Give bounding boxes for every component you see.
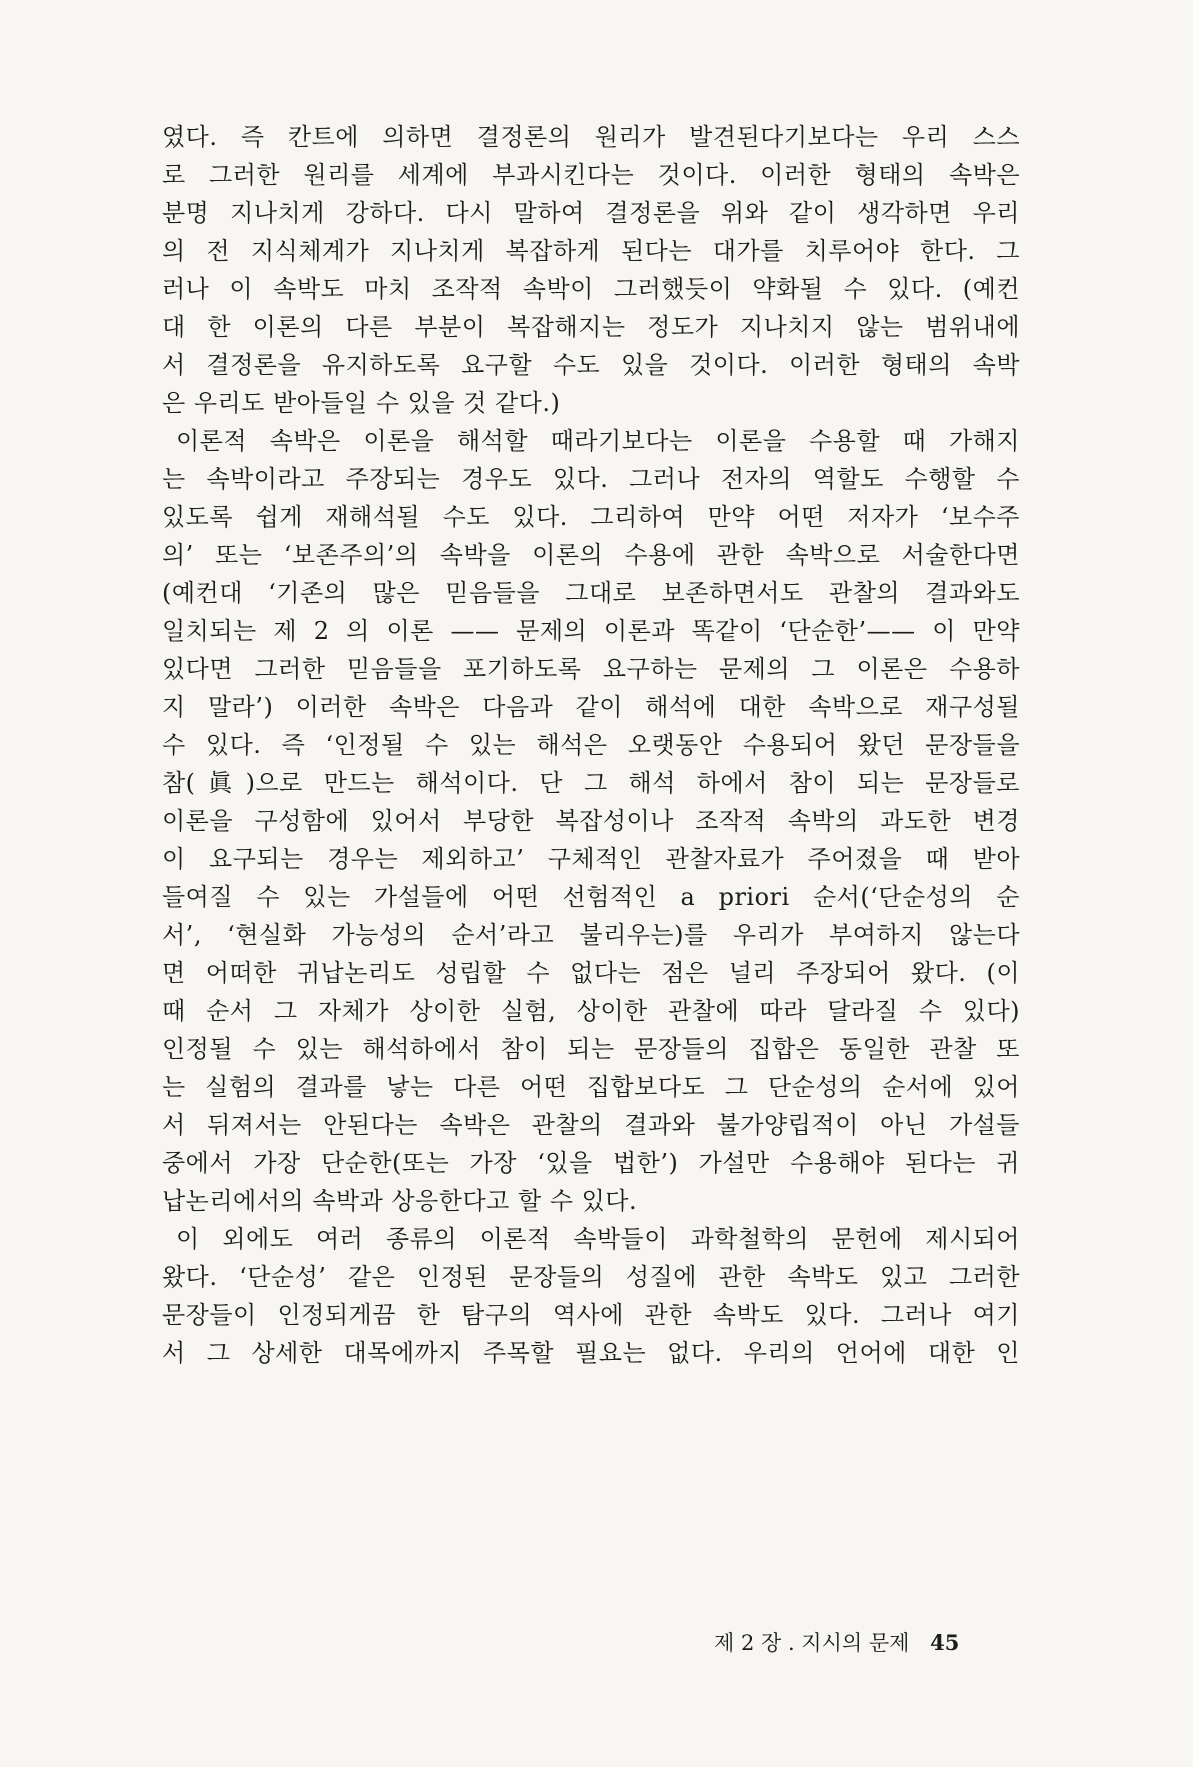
text-line: 면 어떠한 귀납논리도 성립할 수 없다는 점은 널리 주장되어 왔다. (이 [162,959,1020,987]
text-line: 였다. 즉 칸트에 의하면 결정론의 원리가 발견된다기보다는 우리 스스 [162,123,1020,151]
text-line: 서 뒤져서는 안된다는 속박은 관찰의 결과와 불가양립적이 아닌 가설들 [162,1111,1020,1139]
text-line: 이 요구되는 경우는 제외하고’ 구체적인 관찰자료가 주어졌을 때 받아 [162,845,1020,873]
text-line: 서 그 상세한 대목에까지 주목할 필요는 없다. 우리의 언어에 대한 인 [162,1339,1020,1367]
text-line: 참(眞)으로 만드는 해석이다. 단 그 해석 하에서 참이 되는 문장들로 [162,769,1020,797]
text-line: 대 한 이론의 다른 부분이 복잡해지는 정도가 지나치지 않는 범위내에 [162,313,1020,341]
text-line: 납논리에서의 속박과 상응한다고 할 수 있다. [162,1187,638,1215]
text-line: 이론적 속박은 이론을 해석할 때라기보다는 이론을 수용할 때 가해지 [176,427,1020,455]
text-line: 이론을 구성함에 있어서 부당한 복잡성이나 조작적 속박의 과도한 변경 [162,807,1020,835]
text-line: 서 결정론을 유지하도록 요구할 수도 있을 것이다. 이러한 형태의 속박 [162,351,1020,379]
text-line: 문장들이 인정되게끔 한 탐구의 역사에 관한 속박도 있다. 그러나 여기 [162,1301,1020,1329]
text-line: 중에서 가장 단순한(또는 가장 ‘있을 법한’) 가설만 수용해야 된다는 귀 [162,1149,1020,1177]
text-line: 분명 지나치게 강하다. 다시 말하여 결정론을 위와 같이 생각하면 우리 [162,199,1020,227]
page-number: 45 [930,1630,960,1655]
text-line: 는 속박이라고 주장되는 경우도 있다. 그러나 전자의 역할도 수행할 수 [162,465,1020,493]
running-footer [714,1627,959,1657]
text-line: 로 그러한 원리를 세계에 부과시킨다는 것이다. 이러한 형태의 속박은 [162,161,1020,189]
text-line: 러나 이 속박도 마치 조작적 속박이 그러했듯이 약화될 수 있다. (예컨 [162,275,1020,303]
text-line: 수 있다. 즉 ‘인정될 수 있는 해석은 오랫동안 수용되어 왔던 문장들을 [162,731,1020,759]
text-line: 있다면 그러한 믿음들을 포기하도록 요구하는 문제의 그 이론은 수용하 [162,655,1020,683]
text-line: 지 말라’) 이러한 속박은 다음과 같이 해석에 대한 속박으로 재구성될 [162,693,1020,721]
text-line: 있도록 쉽게 재해석될 수도 있다. 그리하여 만약 어떤 저자가 ‘보수주 [162,503,1020,531]
text-line: 의’ 또는 ‘보존주의’의 속박을 이론의 수용에 관한 속박으로 서술한다면 [162,541,1020,569]
text-line: 들여질 수 있는 가설들에 어떤 선험적인 a priori 순서(‘단순성의 순 [162,883,1020,911]
text-line: 인정될 수 있는 해석하에서 참이 되는 문장들의 집합은 동일한 관찰 또 [162,1035,1020,1063]
text-line: 은 우리도 받아들일 수 있을 것 같다.) [162,389,561,417]
text-line: 의 전 지식체계가 지나치게 복잡하게 된다는 대가를 치루어야 한다. 그 [162,237,1020,265]
chapter-title: 제 2 장 . 지시의 문제 [714,1631,910,1655]
text-line: 이 외에도 여러 종류의 이론적 속박들이 과학철학의 문헌에 제시되어 [176,1225,1020,1253]
text-line: 는 실험의 결과를 낳는 다른 어떤 집합보다도 그 단순성의 순서에 있어 [162,1073,1020,1101]
text-line: 일치되는 제 2 의 이론 —— 문제의 이론과 똑같이 ‘단순한’—— 이 만약 [162,617,1020,645]
text-line: (예컨대 ‘기존의 많은 믿음들을 그대로 보존하면서도 관찰의 결과와도 [162,579,1020,607]
text-line: 때 순서 그 자체가 상이한 실험, 상이한 관찰에 따라 달라질 수 있다) [162,997,1020,1025]
text-line: 서’, ‘현실화 가능성의 순서’라고 불리우는)를 우리가 부여하지 않는다 [162,921,1020,949]
text-line: 왔다. ‘단순성’ 같은 인정된 문장들의 성질에 관한 속박도 있고 그러한 [162,1263,1020,1291]
body-text [162,118,1020,1372]
